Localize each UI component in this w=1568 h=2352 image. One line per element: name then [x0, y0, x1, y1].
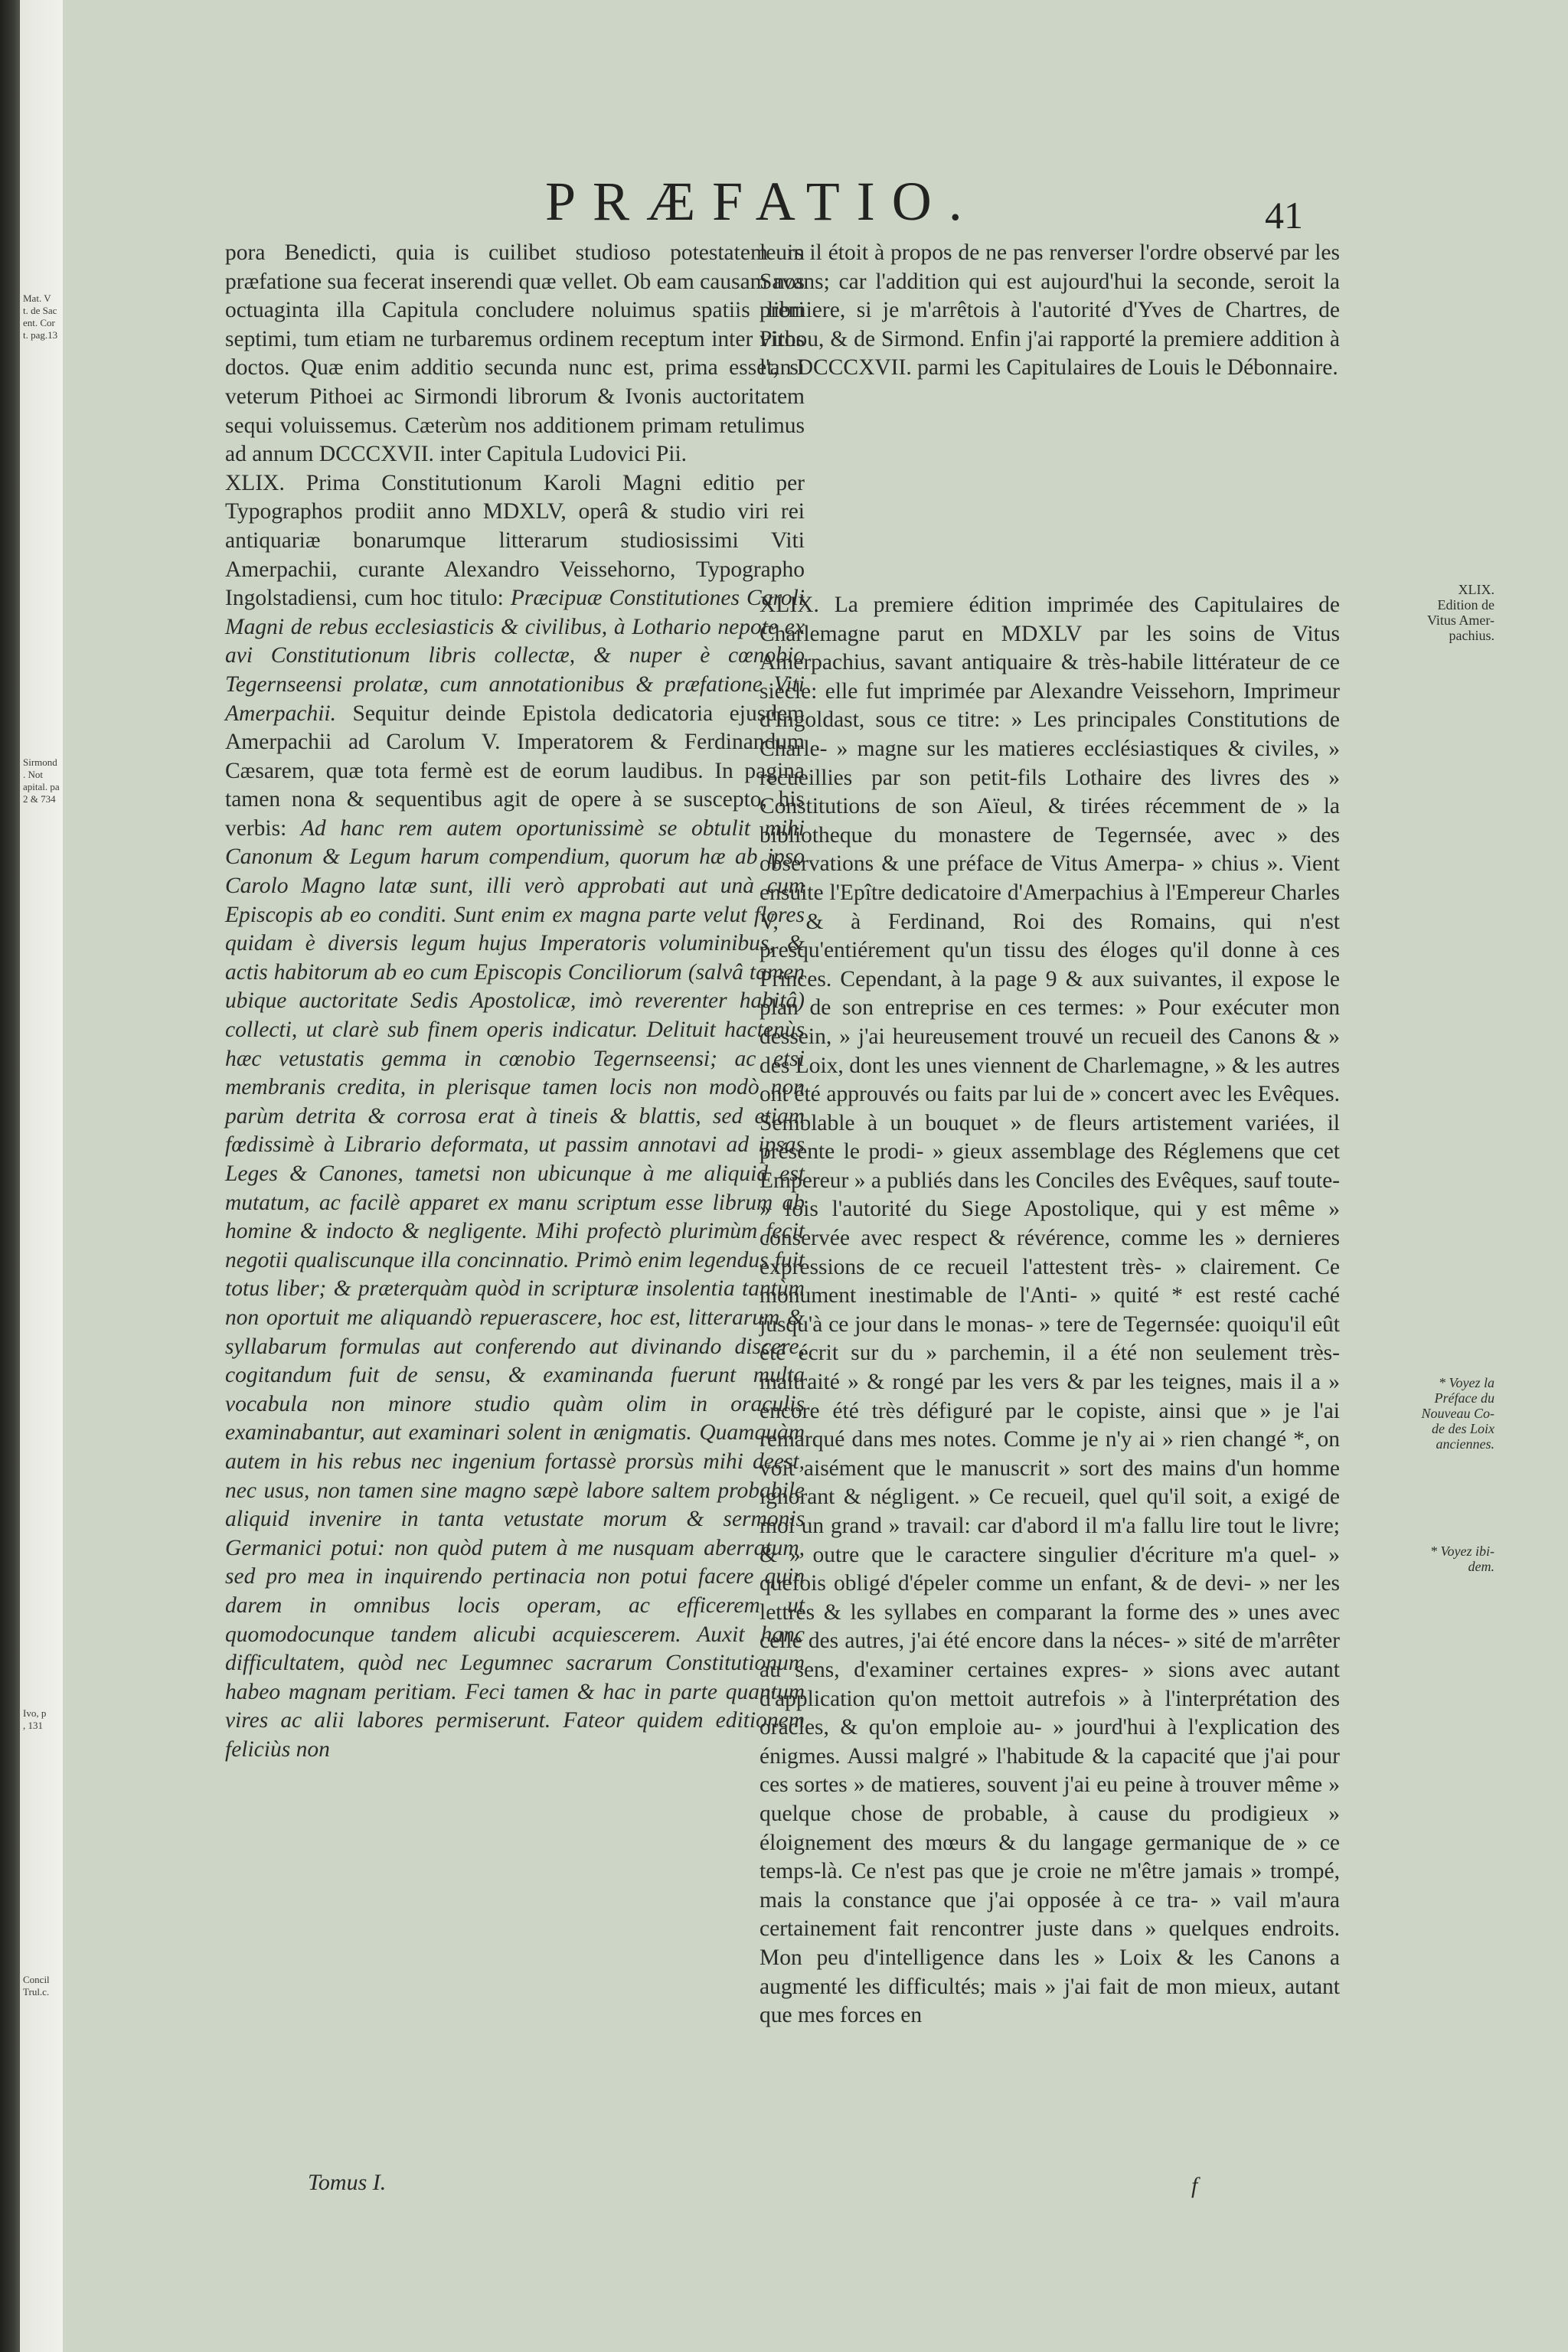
margin-note-line: XLIX.	[1458, 582, 1494, 597]
latin-intro-text: XLIX. Prima Constitutionum Karoli Magni editio per Typographos prodiit anno MDXLV, operâ & studio viri rei antiquariæ bonarumque litterarum studiosissimi Viti Amerpachii, curante Alexandro Veissehorno, Typographo Ingolstadiensi, cum hoc titulo:	[225, 470, 805, 611]
french-paragraph-1: leurs il étoit à propos de ne pas renverser l'ordre observé par les Savans; car l'addition qui est aujourd'hui la seconde, seroit la premiere, si je m'arrêtois à l'autorité d'Yves de Chartres, de Pithou, & de Sirmond. Enfin j'ai rapporté la premiere addition à l'an DCCCXVII. parmi les Capitulaires de Louis le Débonnaire.	[760, 240, 1340, 381]
previous-page-edge	[20, 0, 63, 2352]
margin-note-line: Edition de	[1437, 597, 1494, 612]
previous-page-note: Concil Trul.c.	[23, 1974, 50, 1998]
page-title: PRÆFATIO.	[545, 171, 979, 232]
margin-note-line: Préface du	[1434, 1390, 1494, 1406]
margin-note-voyez-ibidem	[1387, 1544, 1494, 1574]
latin-paragraph-1: pora Benedicti, quia is cuilibet studioso potestatem in præfatione sua fecerat inserendi quæ vellet. Ob eam causam nos octuaginta illa Capitula concludere noluimus spatiis libri septimi, tum etiam ne turbaremus ordinem receptum inter viros doctos. Quæ enim additio secunda nunc est, prima esset, si veterum Pithoei ac Sirmondi librorum & Ivonis auctoritatem sequi voluissemus. Cæterùm nos additionem primam retulimus ad annum DCCCXVII. inter Capitula Ludovici Pii.	[225, 240, 805, 467]
margin-note-line: de des Loix	[1432, 1421, 1494, 1436]
french-paragraph-2: XLIX. La premiere édition imprimée des Capitulaires de Charlemagne parut en MDXLV par les soins de Vitus Amerpachius, savant antiquaire & très-habile littérateur de ce siecle: elle fut imprimée par Alexandre Veissehorn, Imprimeur d'Ingoldast, sous ce titre: » Les principales Constitutions de Charle- » magne sur les matieres ecclésiastiques & civiles, » recueillies par son petit-fils Lothaire des livres des » Constitutions de son Aïeul, & tirées récemment de » la bibliotheque du monastere de Tegernsée, avec » des observations & une préface de Vitus Amerpa- » chius ». Vient ensuite l'Epître dedicatoire d'Amerpachius à l'Empereur Charles V, & à Ferdinand, Roi des Romains, qui n'est presqu'entiérement qu'un tissu des éloges qu'il donne à ces Princes. Cependant, à la page 9 & aux suivantes, il expose le plan de son entreprise en ces termes: » Pour exécuter mon dessein, » j'ai heureusement trouvé un recueil des Canons & » des Loix, dont les unes viennent de Charlemagne, » & les autres ont été approuvés ou faits par lui de » concert avec les Evêques. Semblable à un bouquet » de fleurs artistement variées, il présente le prodi- » gieux assemblage des Réglemens que cet Empereur » a publiés dans les Conciles des Evêques, sauf toute- » fois l'autorité du Siege Apostolique, qui y est même » conservée avec respect & révérence, comme les » dernieres expressions de ce recueil l'attestent très- » clairement. Ce monument inestimable de l'Anti- » quité * est resté caché jusqu'à ce jour dans le monas- » tere de Tegernsée: quoiqu'il eût été écrit sur du » parchemin, il a été non seulement très-maltraité » & rongé par les vers & par les teignes, mais il a » encore été très défiguré par le copiste, ainsi que » je l'ai remarqué dans mes notes. Comme je n'y ai » rien changé *, on voit aisément que le manuscrit » sort des mains d'un homme ignorant & négligent. » Ce recueil, quel qu'il soit, a exigé de moi un grand » travail: car d'abord il m'a fallu lire tout le livre; & » outre que le caractere singulier d'écriture m'a quel- » quefois obligé d'épeler comme un enfant, & de devi- » ner les lettres & les syllabes en comparant la forme des » unes avec celle des autres, j'ai été encore dans la néces- » sité de m'arrêter au sens, d'examiner certaines expres- » sions avec autant d'application qu'on mettoit autrefois » à l'interprétation des oracles, & qu'on emploie au- » jourd'hui à l'explication des énigmes. Aussi malgré » l'habitude & la capacité que j'ai pour ces sortes » de matieres, souvent j'ai eu peine à trouver même » quelque chose de probable, à cause du prodigieux » éloignement des mœurs & du langage germanique de » ce temps-là. Ce n'est pas que je croie ne m'être jamais » trompé, mais la constance que j'ai opposée à ce tra- » vail m'aura certainement fait rencontrer juste dans » quelques endroits. Mon peu d'intelligence dans les » Loix & les Canons a augmenté les difficultés; mais » j'ai fait de mon mieux, autant que mes forces en	[760, 593, 1340, 2028]
previous-page-note: Ivo, p , 131	[23, 1707, 47, 1731]
signature-tomus: Tomus I.	[308, 2170, 387, 2195]
latin-body-text: Sequitur deinde Epistola dedicatoria ejusdem Amerpachii ad Carolum V. Imperatorem & Ferdinandum Cæsarem, quæ tota fermè est de eorum laudibus. In pagina tamen nona & sequentibus agit de opere à se suscepto, his verbis:	[225, 701, 805, 841]
margin-note-line: * Voyez ibi-	[1430, 1544, 1494, 1559]
margin-note-line: Nouveau Co-	[1421, 1406, 1494, 1421]
previous-page-note: Mat. V t. de Sac ent. Cor t. pag.13	[23, 292, 58, 341]
page-number: 41	[1265, 194, 1303, 237]
latin-column	[225, 239, 805, 1764]
latin-title-italic: Præcipuæ Constitutiones Caroli Magni de rebus ecclesiasticis & civilibus, à Lothario nepote ex avi Constitutionum libris collectæ, & nuper è cœnobio Tegernseensi prolatæ, cum annotationibus & præfatione Viti Amerpachii.	[225, 586, 805, 726]
margin-note-line: dem.	[1468, 1559, 1494, 1574]
margin-note-edition	[1387, 582, 1494, 643]
latin-paragraph-2	[225, 469, 805, 1765]
latin-quote-italic: Ad hanc rem autem oportunissimè se obtulit mihi Canonum & Legum harum compendium, quorum hæ ab ipso Carolo Magno latæ sunt, illi verò approbati aut unà cum Episcopis ab eo conditi. Sunt enim ex magna parte velut flores quidam è diversis legum hujus Imperatoris voluminibus, & actis habitorum ab eo cum Episcopis Conciliorum (salvâ tamen ubique auctoritate Sedis Apostolicæ, imò reverenter habitâ) collecti, ut clarè sub finem operis indicatur. Delituit hactenùs hæc vetustatis gemma in cœnobio Tegernseensi; ac etsi membranis credita, in plerisque tamen locis non modò non parùm detrita & corrosa erat à tineis & blattis, sed etiam fœdissimè à Librario deformata, ut passim annotavi ad ipsas Leges & Canones, tametsi non ubicunque à me aliquid est mutatum, ac facilè apparet ex manu scriptum esse librum ab homine & indocto & negligente. Mihi profectò plurimùm fecit negotii qualiscunque illa concinnatio. Primò enim legendus fuit totus liber; & præterquàm quòd in scripturæ insolentia tantùm non oportuit me aliquandò repuerascere, hoc est, litterarum & syllabarum formulas aut conferendo aut divinando discere, cogitandum fuit de sensu, & examinanda fuerunt multa vocabula non minore studio quàm olim in oraculis examinabantur, aut examinari solent in ænigmatis. Quamquàm autem in his rebus nec ingenium fortassè prorsùs mihi deest, nec usus, non tamen sine magno sæpè labore saltem probabile aliquid invenire in tanta vetustate morum & sermonis Germanici potui: non quòd putem à me nusquam aberratum, sed pro mea in inquirendo pertinacia non potui facere quin darem in omnibus locis operam, ac efficerem ut quomodocunque tandem alicubi acquiescerem. Auxit hanc difficultatem, quòd nec Legumnec sacrarum Constitutionum habeo magnam peritiam. Feci tamen & hac in parte quantum vires ac alii labores permiserunt. Fateor quidem editionem feliciùs non	[225, 815, 805, 1762]
signature-mark: f	[1191, 2173, 1198, 2198]
margin-note-line: anciennes.	[1436, 1436, 1494, 1452]
book-page	[63, 0, 1568, 2352]
margin-note-voyez-preface	[1387, 1375, 1494, 1452]
margin-note-line: Vitus Amer-	[1426, 612, 1494, 628]
margin-note-line: pachius.	[1449, 628, 1494, 643]
margin-note-line: * Voyez la	[1439, 1375, 1494, 1390]
previous-page-note: Sirmond . Not apital. pa 2 & 734	[23, 756, 60, 805]
french-column	[760, 239, 1340, 2028]
book-spine	[0, 0, 20, 2352]
